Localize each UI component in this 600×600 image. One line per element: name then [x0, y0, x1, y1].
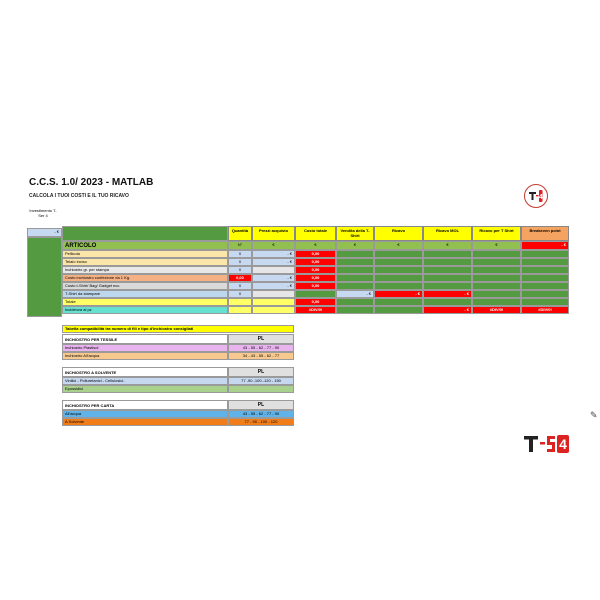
row-total: 0,00: [295, 298, 336, 306]
row-total: 0,00: [295, 250, 336, 258]
compat-item: All'acqua: [62, 410, 228, 418]
row-qty: [228, 306, 252, 314]
row-vendita: [336, 266, 374, 274]
column-header: Ricavo MOL: [423, 226, 472, 241]
row-label: Costo t-Shirt/ Bag/ Gadget ecc.: [62, 282, 228, 290]
compat-pl: PL: [228, 367, 294, 377]
compat-item-value: 34 - 43 - 55 - 62 - 77: [228, 352, 294, 360]
row-ricavo-mol: [423, 266, 472, 274]
articolo-euro: €: [252, 241, 295, 250]
row-vendita: [336, 282, 374, 290]
row-ricavo: [374, 274, 423, 282]
articolo-label: ARTICOLO: [62, 241, 228, 250]
row-ricavo: [374, 250, 423, 258]
row-ricavo-pz: [472, 258, 521, 266]
row-vendita: [336, 306, 374, 314]
row-ricavo: [374, 258, 423, 266]
row-label: Costo inchiostro confezione da 1 Kg.: [62, 274, 228, 282]
row-total: [295, 290, 336, 298]
row-breakeven: [521, 274, 569, 282]
row-label: Telaio inciso: [62, 258, 228, 266]
row-total: #DIV/0!: [295, 306, 336, 314]
row-ricavo-mol: [423, 298, 472, 306]
row-breakeven: [521, 298, 569, 306]
column-header: Vendita della T-Shirt: [336, 226, 374, 241]
row-qty: 0: [228, 290, 252, 298]
page-title: C.C.S. 1.0/ 2023 - MATLAB: [29, 177, 154, 188]
row-ricavo-pz: [472, 282, 521, 290]
articolo-euro: €: [295, 241, 336, 250]
row-price: - €: [252, 250, 295, 258]
compat-item: Epossidici: [62, 385, 228, 393]
row-ricavo-mol: [423, 258, 472, 266]
row-ricavo: - €: [374, 290, 423, 298]
row-breakeven: [521, 250, 569, 258]
row-ricavo: [374, 282, 423, 290]
compat-item-value: 43 - 55 - 62 - 77 - 90: [228, 410, 294, 418]
row-label: Inchiostro gr. per stampa: [62, 266, 228, 274]
articolo-euro: €: [374, 241, 423, 250]
investimento-label: Investimento T-Ser 4: [29, 208, 57, 218]
row-breakeven: [521, 282, 569, 290]
row-label: Pellicola: [62, 250, 228, 258]
compat-pl: PL: [228, 400, 294, 410]
logo-badge: [524, 184, 548, 208]
articolo-euro: €: [336, 241, 374, 250]
row-ricavo-pz: [472, 266, 521, 274]
row-ricavo-mol: - €: [423, 290, 472, 298]
column-header: Costo totale: [295, 226, 336, 241]
row-vendita: [336, 250, 374, 258]
row-price: [252, 298, 295, 306]
compat-item-value: 77 - 90 - 100 - 120: [228, 418, 294, 426]
row-price: [252, 266, 295, 274]
row-vendita: [336, 258, 374, 266]
compat-section-header: INCHIOSTRO PER TESSILE: [62, 334, 228, 344]
row-ricavo-pz: [472, 298, 521, 306]
page-subtitle: CALCOLA I TUOI COSTI E IL TUO RICAVO: [29, 193, 129, 199]
breakeven-value: - €: [521, 241, 569, 250]
compat-pl: PL: [228, 334, 294, 344]
left-filler: [27, 237, 62, 317]
svg-text:4: 4: [538, 194, 543, 201]
compat-section-header: INCHIOSTRO A SOLVENTE: [62, 367, 228, 377]
row-ricavo: [374, 306, 423, 314]
row-price: - €: [252, 258, 295, 266]
column-header: Prezzi acquisto: [252, 226, 295, 241]
row-qty: 0: [228, 282, 252, 290]
ts4-large-logo: [522, 430, 572, 458]
row-ricavo-mol: [423, 250, 472, 258]
row-vendita: [336, 298, 374, 306]
row-price: [252, 306, 295, 314]
row-qty: [228, 298, 252, 306]
row-ricavo: [374, 298, 423, 306]
investimento-value[interactable]: - €: [27, 228, 62, 237]
row-vendita: [336, 274, 374, 282]
row-price: - €: [252, 274, 295, 282]
row-ricavo-pz: [472, 250, 521, 258]
row-ricavo-mol: - €: [423, 306, 472, 314]
row-qty: 0: [228, 250, 252, 258]
row-total: 0,00: [295, 258, 336, 266]
row-ricavo-pz: #DIV/0!: [472, 306, 521, 314]
row-ricavo-pz: [472, 274, 521, 282]
articolo-n: N°: [228, 241, 252, 250]
column-header: Ricavo: [374, 226, 423, 241]
compat-section-header: INCHIOSTRO PER CARTA: [62, 400, 228, 410]
row-label: T-Shirt da stampare: [62, 290, 228, 298]
row-breakeven: [521, 266, 569, 274]
column-header: Ricavo per T Shirt: [472, 226, 521, 241]
row-breakeven: [521, 290, 569, 298]
row-breakeven: #DIV/0!: [521, 306, 569, 314]
row-ricavo-mol: [423, 274, 472, 282]
compat-item-value: 77 -90 -100 -120 - 150: [228, 377, 294, 385]
articolo-euro: €: [423, 241, 472, 250]
row-breakeven: [521, 258, 569, 266]
compat-title: Tabella compatibilità tra numero di fili e tipo d'inchiostro consigliati: [62, 325, 294, 333]
row-qty: 0: [228, 266, 252, 274]
column-header: Quantità: [228, 226, 252, 241]
ts4-logo-icon: [525, 185, 547, 207]
row-label: Incidenza al pz: [62, 306, 228, 314]
row-price: - €: [252, 282, 295, 290]
row-qty: 0: [228, 258, 252, 266]
row-total: 0,00: [295, 282, 336, 290]
compat-item-value: 43 - 55 - 62 - 77 - 90: [228, 344, 294, 352]
row-ricavo-mol: [423, 282, 472, 290]
edit-icon[interactable]: ✎: [590, 410, 598, 420]
column-header: Breakeven point: [521, 226, 569, 241]
row-vendita: - €: [336, 290, 374, 298]
compat-item: A Solvente: [62, 418, 228, 426]
compat-item: Inchiostro Plastisol: [62, 344, 228, 352]
row-qty: 0,00: [228, 274, 252, 282]
ts4-wordmark-icon: [522, 430, 572, 458]
articolo-euro: €: [472, 241, 521, 250]
svg-text:4: 4: [559, 436, 567, 452]
row-ricavo: [374, 266, 423, 274]
row-ricavo-pz: [472, 290, 521, 298]
row-total: 0,00: [295, 274, 336, 282]
row-total: 0,00: [295, 266, 336, 274]
header-filler: [62, 226, 228, 241]
compat-item: Inchiostro All'acqua: [62, 352, 228, 360]
row-price: [252, 290, 295, 298]
row-label: Totale: [62, 298, 228, 306]
compat-item-value: [228, 385, 294, 393]
compat-item: Vinilici - Poliuretanici - Cellulosici-: [62, 377, 228, 385]
